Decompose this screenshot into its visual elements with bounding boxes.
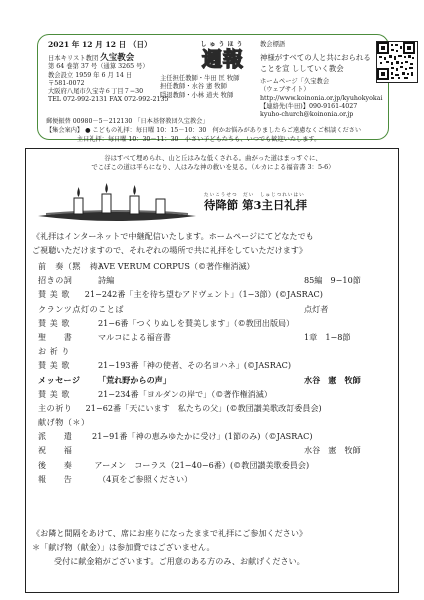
pastor-list [160, 75, 240, 100]
postal-code: 〒581-0072 [48, 79, 85, 87]
contact-info [260, 78, 382, 119]
order-row: 賛 美 歌 21−6番「つくりぬしを賛美します」（©教団出版局） [38, 317, 295, 328]
title-ruby: たいこうせつ だい しゅじつれいはい [204, 193, 305, 198]
order-row: クランツ点灯のことば 点灯者 [38, 303, 329, 314]
gathering-line: 主日礼拝：毎日曜 10：30－11：30 小さい子どもたちも、いつでも歓迎いたします。 [46, 136, 321, 143]
homepage-sub: （ウェブサイト） [260, 86, 310, 94]
church-info [48, 53, 169, 105]
denomination: 日本キリスト教団 久宝教会 [48, 53, 135, 63]
postal-transfer: 郵便振替 00980－5－212130 「日本基督教団久宝教会」 [46, 118, 209, 125]
order-row: お 祈 り [38, 346, 70, 357]
broadcast-notice: 《礼拝はインターネットで中継配信いたします。ホームページにてどなたでも ご視聴いただけますので、それぞれの場所で共に礼拝をしていただけます》 [32, 231, 314, 255]
pastor-item: 担任教師・水谷 憲 牧師 [160, 83, 227, 91]
homepage-url[interactable]: http://www.koinonia.or.jp/kyuhokyokai [260, 94, 383, 102]
service-title: 待降節 第3主日礼拝 [204, 198, 308, 212]
logo-ruby: しゅうほう [200, 41, 246, 48]
seating-note: 《お隣と間隔をあけて、席にお座りになったままで礼拝にご参加ください》 [32, 528, 308, 538]
order-row: 派 遣 21−91番「神の恵みゆたかに受け」(1節のみ)（©JASRAC) [38, 431, 313, 442]
order-of-service [38, 259, 390, 486]
bulletin-logo [192, 39, 254, 70]
order-row: 招きの詞 詩編 85編 9−10節 [38, 275, 361, 286]
logo-text: 週報 [202, 47, 244, 71]
order-row-message: メッセージ 「荒れ野からの声」 水谷 憲 牧師 [38, 374, 361, 385]
closing-notes [32, 526, 394, 568]
contact-phone: 【連絡先(牛田)】090-9161-4027 [260, 102, 358, 110]
issue-date: 2021 年 12 月 12 日 （日） [48, 40, 152, 49]
gathering-info [46, 117, 361, 144]
order-row: 献げ物（＊） [38, 417, 90, 428]
order-row: 賛 美 歌 21−234番「ヨルダンの岸で」（©著作権消滅） [38, 388, 272, 399]
address: 大阪府八尾市久宝寺６丁目７−30 [48, 88, 144, 96]
order-row: 前 奏（黙 祷） AVE VERUM CORPUS（©著作権消滅） [38, 261, 255, 271]
order-row: 報 告 （4頁をご参照ください） [38, 473, 193, 484]
qr-code-icon [376, 41, 418, 83]
contact-email[interactable]: kyuho-church@koinonia.or.jp [260, 111, 354, 119]
worship-order-box [25, 148, 399, 593]
homepage-label: ホームページ「久宝教会 [260, 78, 330, 85]
offering-box-note: 受付に献金箱がございます。ご用意のある方のみ、お献げください。 [54, 556, 305, 566]
motto-label: 教会標語 [260, 41, 286, 48]
pastor-item: 隠退教師・小林 道夫 牧師 [160, 91, 234, 99]
church-name: 久宝教会 [100, 53, 135, 63]
order-row: 賛 美 歌 21−193番「神の使者、その名ヨハネ」(©JASRAC) [38, 360, 292, 371]
order-row: 祝 福 水谷 憲 牧師 [38, 445, 361, 456]
order-row: 賛 美 歌 21−242番「主を待ち望むアドヴェント」（1−3節）(©JASRAC) [38, 289, 323, 300]
pastor-item: 主任担任教師・牛田 匡 牧師 [160, 75, 240, 82]
church-motto: 神様がすべての人と共におられる ことを宣 ししていく教会 [260, 53, 371, 73]
gathering-line: 【集会案内】 ● こどもの礼拝：毎日曜 10：15－10：30 何かお悩みがありましたらご遠慮なくご相談ください [46, 127, 362, 134]
scripture-quote: 谷はすべて埋められ、山と丘はみな低くされる。曲がった道はまっすぐに、 でこぼこの道は平らになり、人はみな神の救いを見る。（ルカによる福音書 3：5-6） [91, 154, 335, 172]
order-row: 後 奏 アーメン コーラス（21−40−6番）(©教団讃美歌委員会) [38, 459, 310, 470]
order-row: 主の祈り 21−62番「天にいます 私たちの父」(©教団讃美歌改訂委員会) [38, 402, 322, 413]
founding-date: 教会設立 1959 年 6 月 14 日 [48, 71, 133, 79]
offering-note: ＊「献げ物（献金）」は参加費ではございません。 [32, 542, 215, 552]
phone-fax: TEL 072-992-2131 FAX 072-992-2135 [48, 96, 169, 104]
volume-number: 第 64 巻第 37 号（通算 3265 号） [48, 63, 149, 71]
bulletin-header [37, 34, 389, 143]
order-row: 聖 書 マルコによる福音書 1章 1−8節 [38, 331, 351, 342]
advent-candles-icon [32, 176, 202, 226]
